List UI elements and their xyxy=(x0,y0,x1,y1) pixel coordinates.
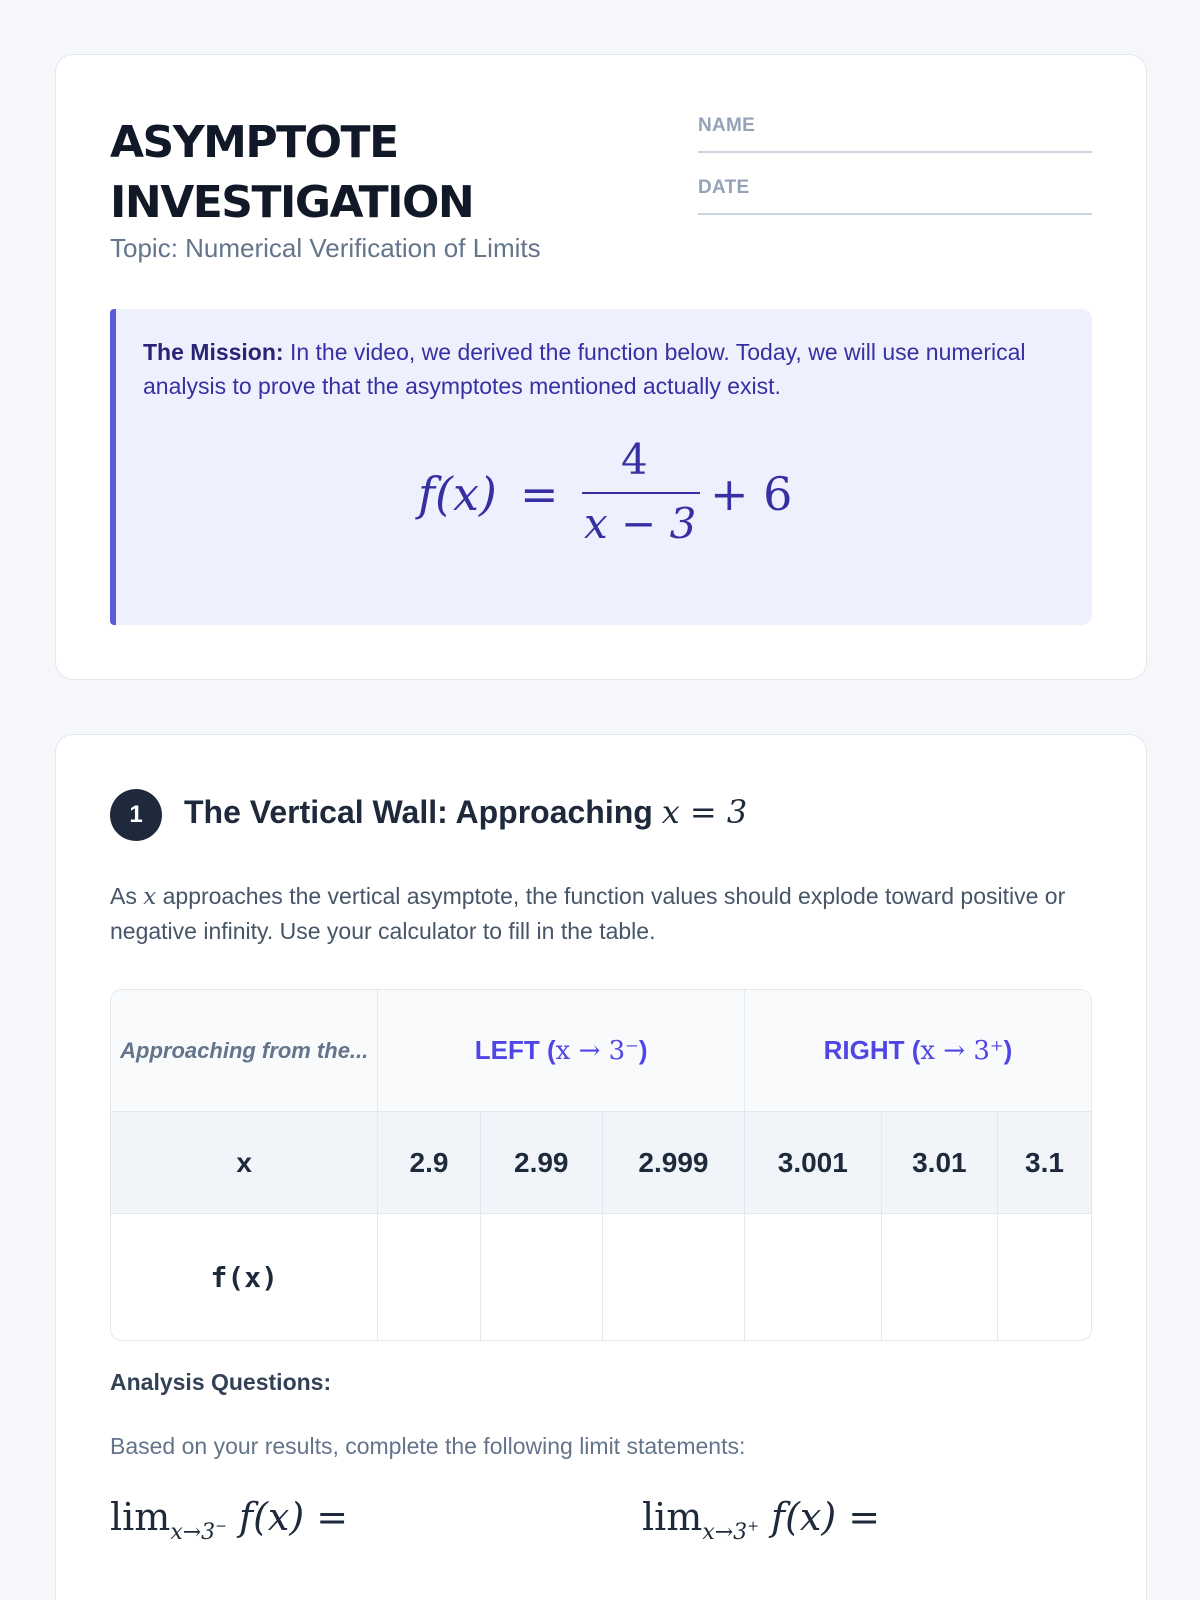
values-table xyxy=(110,989,1092,1341)
name-field[interactable] xyxy=(698,109,1092,153)
x-value-cell: 2.9 xyxy=(378,1112,480,1214)
formula-lhs: f(x) xyxy=(418,467,497,521)
mission-label: The Mission: xyxy=(143,339,284,365)
intro-variable: x xyxy=(143,884,157,910)
fx-answer-cell[interactable] xyxy=(378,1214,480,1340)
formula-denominator: x − 3 xyxy=(584,499,697,548)
fx-answer-cell[interactable] xyxy=(882,1214,998,1340)
analysis-heading: Analysis Questions: xyxy=(110,1369,332,1395)
section-title xyxy=(184,793,747,831)
left-header: LEFT (x → 3⁻) xyxy=(378,990,744,1112)
x-value-cell: 3.1 xyxy=(998,1112,1091,1214)
table-row xyxy=(111,1112,1091,1214)
analysis-prompt: Based on your results, complete the following limit statements: xyxy=(110,1433,746,1459)
mission-body: In the video, we derived the function below. Today, we will use numerical analysis to prove that the asymptotes mentioned actually exist. xyxy=(143,339,1026,399)
header-card xyxy=(55,54,1147,680)
fx-answer-cell[interactable] xyxy=(603,1214,745,1340)
table-header-row xyxy=(111,990,1091,1112)
corner-label: Approaching from the... xyxy=(111,990,378,1112)
fx-answer-cell[interactable] xyxy=(998,1214,1091,1340)
x-row-label: x xyxy=(111,1112,378,1214)
right-header: RIGHT (x → 3⁺) xyxy=(745,990,1091,1112)
fx-row-label: f(x) xyxy=(111,1214,378,1340)
limit-left-statement[interactable]: $\lim_{x\to 3^-} f(x)$ = xyxy=(110,1495,349,1545)
date-label: DATE xyxy=(698,177,750,198)
x-value-cell: 3.01 xyxy=(882,1112,998,1214)
formula-equals: = xyxy=(520,467,559,521)
mission-callout xyxy=(110,309,1092,625)
table-row xyxy=(111,1214,1091,1340)
date-field[interactable] xyxy=(698,171,1092,215)
x-value-cell: 2.999 xyxy=(603,1112,745,1214)
mission-text xyxy=(143,335,1043,403)
section-intro: As x approaches the vertical asymptote, the function values should explode toward positive or negative infinity. Use your calculator to fill in the table. xyxy=(110,883,1066,944)
title-line-1: ASYMPTOTE xyxy=(110,117,398,168)
x-value-cell: 2.99 xyxy=(481,1112,603,1214)
topic-subtitle: Topic: Numerical Verification of Limits xyxy=(110,233,541,263)
section-number-badge: 1 xyxy=(110,789,162,841)
fx-answer-cell[interactable] xyxy=(745,1214,882,1340)
x-value-cell: 3.001 xyxy=(745,1112,882,1214)
limit-right-statement[interactable]: $\lim_{x\to 3^+} f(x)$ = xyxy=(642,1495,881,1545)
formula-addend: + 6 xyxy=(710,467,793,521)
fx-answer-cell[interactable] xyxy=(481,1214,603,1340)
worksheet-title xyxy=(110,113,473,233)
title-line-2: INVESTIGATION xyxy=(110,177,474,228)
formula-numerator: 4 xyxy=(621,435,648,484)
section-title-text: The Vertical Wall: Approaching xyxy=(184,794,662,830)
section-1-card xyxy=(55,734,1147,1600)
section-title-math: x = 3 xyxy=(661,793,748,831)
name-label: NAME xyxy=(698,115,756,136)
fraction-bar xyxy=(582,492,700,494)
